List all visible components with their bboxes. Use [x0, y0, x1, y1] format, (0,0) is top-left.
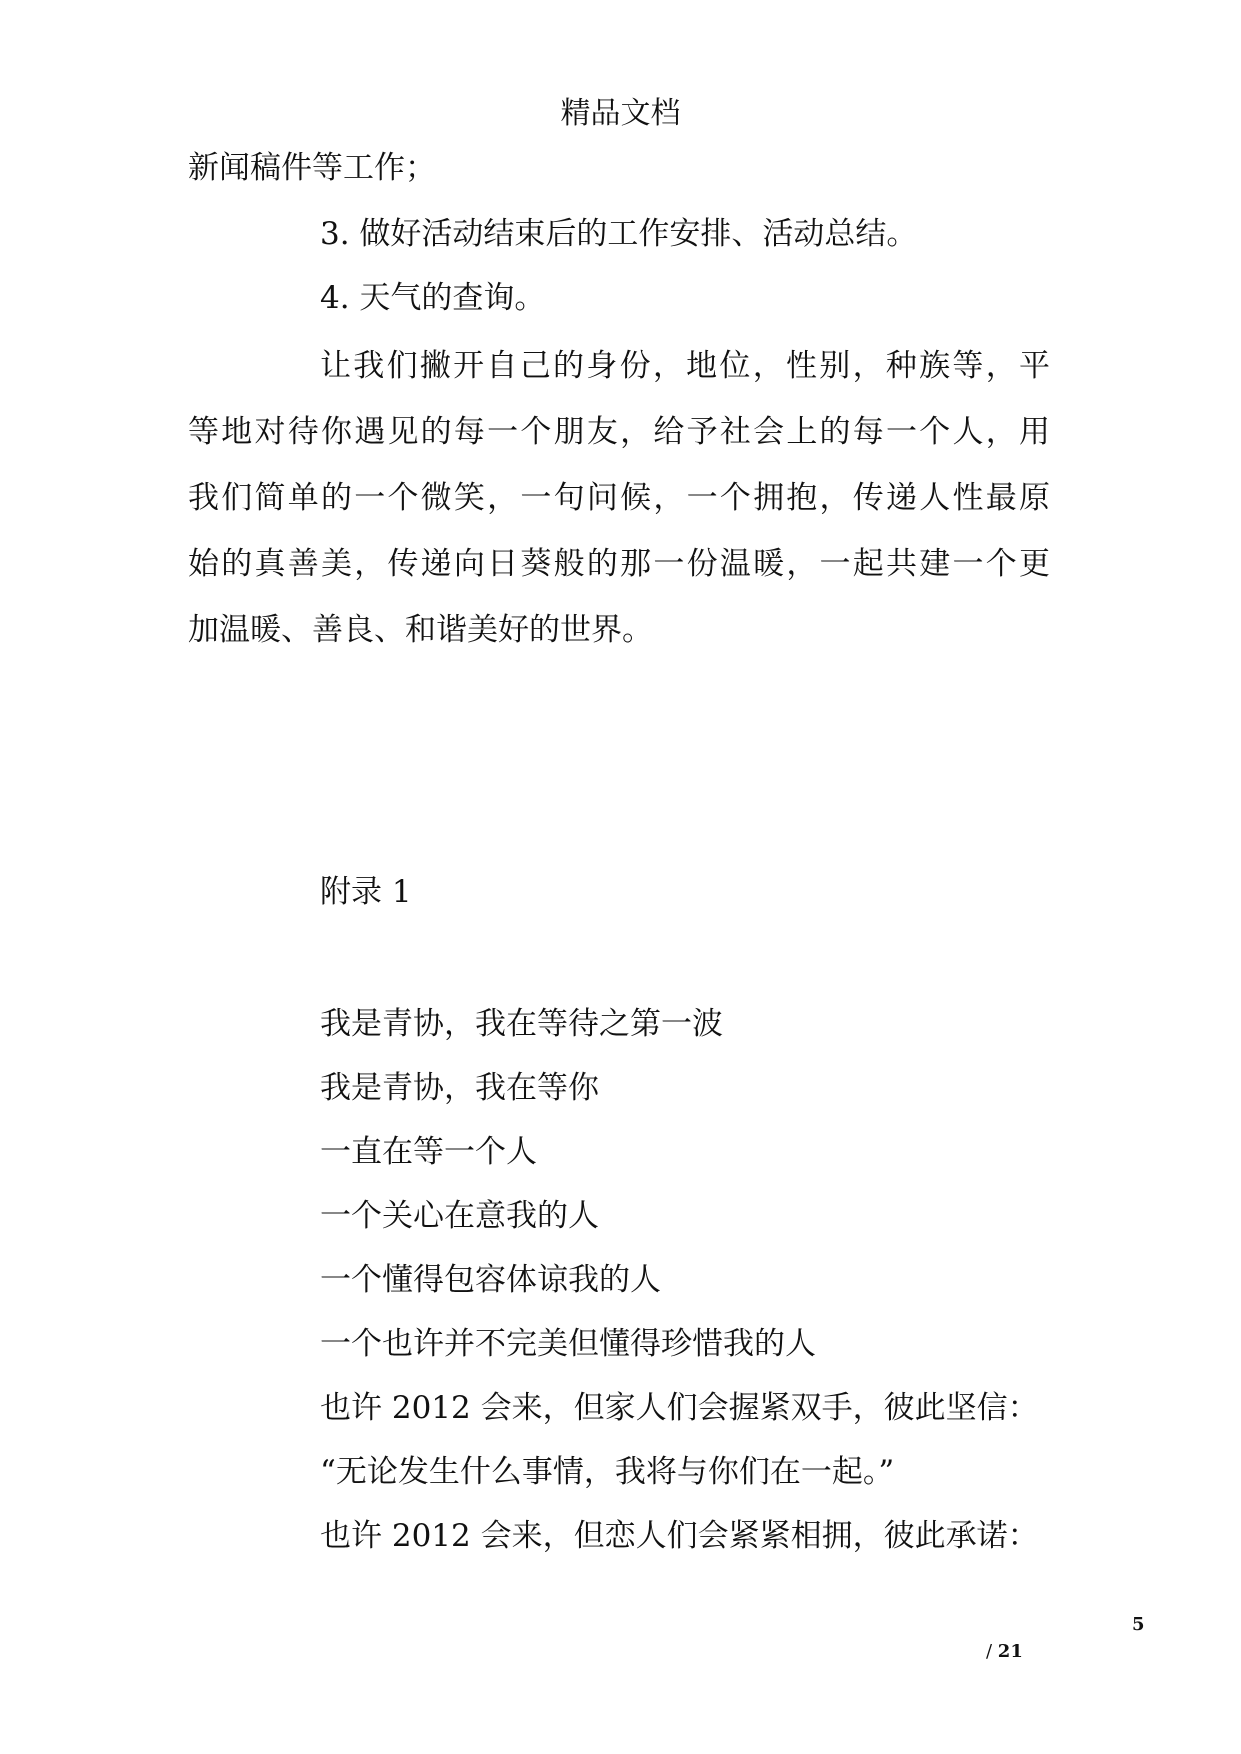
paragraph-line-3: 我们简单的一个微笑，一句问候，一个拥抱，传递人性最原 — [188, 480, 1050, 516]
page-total: 21 — [997, 1641, 1023, 1662]
paragraph-line-1: 让我们撇开自己的身份，地位，性别，种族等，平 — [320, 348, 1050, 384]
poem-line: 一个关心在意我的人 — [320, 1198, 599, 1234]
paragraph-line-4: 始的真善美，传递向日葵般的那一份温暖，一起共建一个更 — [188, 546, 1050, 582]
poem-line: 一个也许并不完美但懂得珍惜我的人 — [320, 1326, 816, 1362]
poem-line: 也许 2012 会来，但恋人们会紧紧相拥，彼此承诺： — [320, 1518, 1039, 1554]
continued-line: 新闻稿件等工作； — [188, 150, 436, 186]
page-total-indicator — [986, 1641, 1023, 1663]
list-item-3: 3. 做好活动结束后的工作安排、活动总结。 — [320, 216, 918, 252]
page-header-title: 精品文档 — [560, 96, 681, 131]
poem-line: 我是青协，我在等你 — [320, 1070, 599, 1106]
paragraph-line-5: 加温暖、善良、和谐美好的世界。 — [188, 612, 653, 648]
poem-line: 也许 2012 会来，但家人们会握紧双手，彼此坚信： — [320, 1390, 1039, 1426]
list-item-4: 4. 天气的查询。 — [320, 280, 546, 316]
paragraph-line-2: 等地对待你遇见的每一个朋友，给予社会上的每一个人，用 — [188, 414, 1050, 450]
appendix-heading: 附录 1 — [320, 874, 412, 910]
poem-line: 一个懂得包容体谅我的人 — [320, 1262, 661, 1298]
poem-line: 一直在等一个人 — [320, 1134, 537, 1170]
poem-line: “无论发生什么事情，我将与你们在一起。” — [320, 1454, 895, 1490]
page-number: 5 — [1132, 1614, 1145, 1635]
poem-line: 我是青协，我在等待之第一波 — [320, 1006, 723, 1042]
page-separator: / — [986, 1641, 998, 1662]
